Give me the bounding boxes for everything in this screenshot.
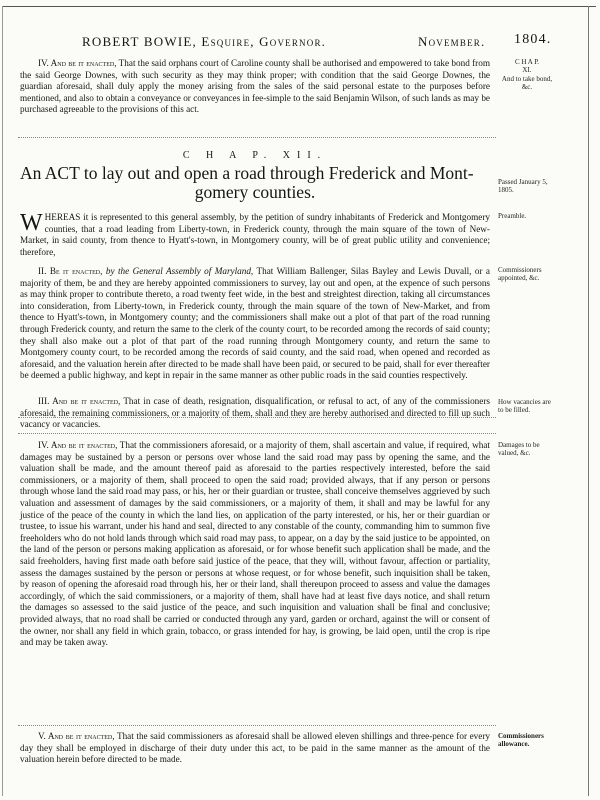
margin-note-preamble: Preamble.	[498, 212, 527, 220]
margin-note-commissioners: Commissioners appointed, &c.	[498, 266, 542, 283]
act-title-line-1: An ACT to lay out and open a road through Frederick and Mont-	[20, 163, 474, 183]
preamble	[20, 212, 490, 258]
act-title	[20, 164, 490, 202]
margin-note-damages: Damages to be valued, &c.	[498, 441, 540, 458]
section-divider	[18, 433, 496, 434]
section-text: That the said commissioners as aforesaid shall be allowed eleven shillings and three-pence for every day they shall be employed in discharge of their duty under this act, to be paid in the same manner as the amount of the valuation herein before directed to be made.	[20, 731, 490, 765]
running-month: November.	[418, 34, 486, 49]
section-lead: IV. And be it enacted,	[38, 440, 118, 450]
section-divider	[18, 725, 496, 726]
margin-note-allowance: Commissioners allowance.	[498, 732, 544, 749]
section-ii	[20, 266, 490, 382]
page-border-left	[2, 6, 3, 796]
section-iii	[20, 396, 490, 431]
margin-note-vacancies: How vacancies are to be filled.	[498, 398, 551, 415]
margin-bond-note: And to take bond, &c.	[501, 74, 553, 92]
section-v	[20, 731, 490, 766]
running-year: 1804.	[514, 32, 552, 47]
margin-note-passed: Passed January 5, 1805.	[498, 178, 548, 195]
margin-column-divider	[588, 6, 589, 796]
drop-cap: W	[20, 210, 43, 236]
margin-chapter-label: C H A P.	[514, 58, 540, 66]
section-lead: III. And be it enacted,	[38, 396, 121, 406]
section-lead: V. And be it enacted,	[38, 731, 115, 741]
running-title: ROBERT BOWIE, Esquire, Governor.	[82, 34, 327, 49]
page-border-top	[2, 6, 596, 7]
section-lead: II. Be it enacted,	[38, 266, 103, 276]
section-lead: IV. And be it enacted,	[38, 58, 117, 68]
section-text: That the commissioners aforesaid, or a majority of them, shall ascertain and value, if required, what damages may be sustained by a person or persons over whose land the said road may pass by opening the same, and the valuation shall be made, and the amount thereof paid as aforesaid to the parties respectively interested, before the said commissioners, or a majority of them, shall proceed to open the said road; provided always, that if any person or persons through whose land the said road may pass, or his, her or their guardian or trustee, shall conceive themselves aggrieved by such valuation and assessment of damages by the said commissioners, or a majority of them, it shall and may be lawful for any justice of the peace of the county in which the land lies, on application of the party interested, or his, her or their guardian or trustee, to issue his warrant, under his hand and seal, directed to any constable of the county, commanding him to summon five freeholders who do not hold lands through which said road may pass, to appear, on a day by the said justice to be appointed, on the land of the person or persons making application as aforesaid, or for whose benefit such application shall be made, and the said freeholders, having first made oath before said justice of the peace, that they will, without favour, affection or partiality, assess the damages sustained by the person or persons at whose request, or for whose benefit, such inquisition shall be taken, by reason of opening the aforesaid road through his, her or their land, shall thereupon proceed to assess and value the damages accordingly, of which the said commissioners, or a majority of them, shall have had at least five days notice, and shall return the damages so assessed to the said justice of the peace, and such inquisition and valuation shall be final and conclusive; provided always, that no road shall be carried or conducted through any yard, garden or orchard, against the will or consent of the owner, nor shall any field in which grain, tobacco, or grass intended for hay, is growing, be laid open, until the crop is ripe and may be taken away.	[20, 440, 490, 648]
section-text: That William Ballenger, Silas Bayley and Lewis Duvall, or a majority of them, be and they are hereby appointed commissioners to survey, lay out and open, at the expence of such persons as may think proper to contribute thereto, a road twenty feet wide, in the best and streightest direction, taking all circumstances into consideration, from Liberty-town, in Frederick county, through the main square of the town of New-Market, and from thence to Hyatt's-town, in Montgomery county; and the commissioners shall make out a plot of that part of the road running through Frederick county, and return the same to the clerk of the county court, to be recorded among the records of said county; they shall also make out a plot of that part of the road running through Montgomery county, and return the same to Montgomery county court, to be recorded among the records of said county, and the said road, when opened and recorded as aforesaid, and the valuation herein after directed to be made shall have been paid, or secured to be paid, shall for ever thereafter be deemed a public highway, and kept in repair in the same manner as other public roads in the said counties respectively.	[20, 266, 491, 381]
preamble-text: HEREAS it is represented to this general assembly, by the petition of sundry inhabitants of Frederick and Montgomery counties, that a road leading from Liberty-town, in Frederick county, through the main square of the town of New-Market, in said county, from thence to Hyatt's-town, in Montgomery county, will be of great public utility and convenience; therefore,	[20, 212, 490, 257]
section-iv-previous	[20, 58, 490, 116]
section-text: That in case of death, resignation, disqualification, or refusal to act, of any of the commissioners aforesaid, the remaining commissioners, or a majority of them, shall and they are hereby authorised and directed to fill up such vacancy or vacancies.	[20, 396, 490, 430]
section-text: That the said orphans court of Caroline county shall be authorised and empowered to take bond from the said George Downes, with such security as they may think proper; with condition that the said George Downes, the guardian aforesaid, shall duly apply the money arising from the sales of the said personal estate to the purposes before mentioned, and also to obtain a conveyance or conveyances in fee-simple to the said Benjamin Wilson, of such lands as may be purchased agreeable to the provisions of this act.	[20, 58, 490, 115]
margin-note-chapter-ref	[498, 58, 556, 92]
margin-chapter-number: XI.	[522, 66, 532, 75]
chapter-number: C H A P. XII.	[182, 150, 328, 161]
act-title-line-2: gomery counties.	[194, 182, 316, 202]
section-iv	[20, 440, 490, 649]
section-enacting-clause: by the General Assembly of Maryland,	[105, 266, 254, 276]
section-divider	[18, 137, 496, 138]
